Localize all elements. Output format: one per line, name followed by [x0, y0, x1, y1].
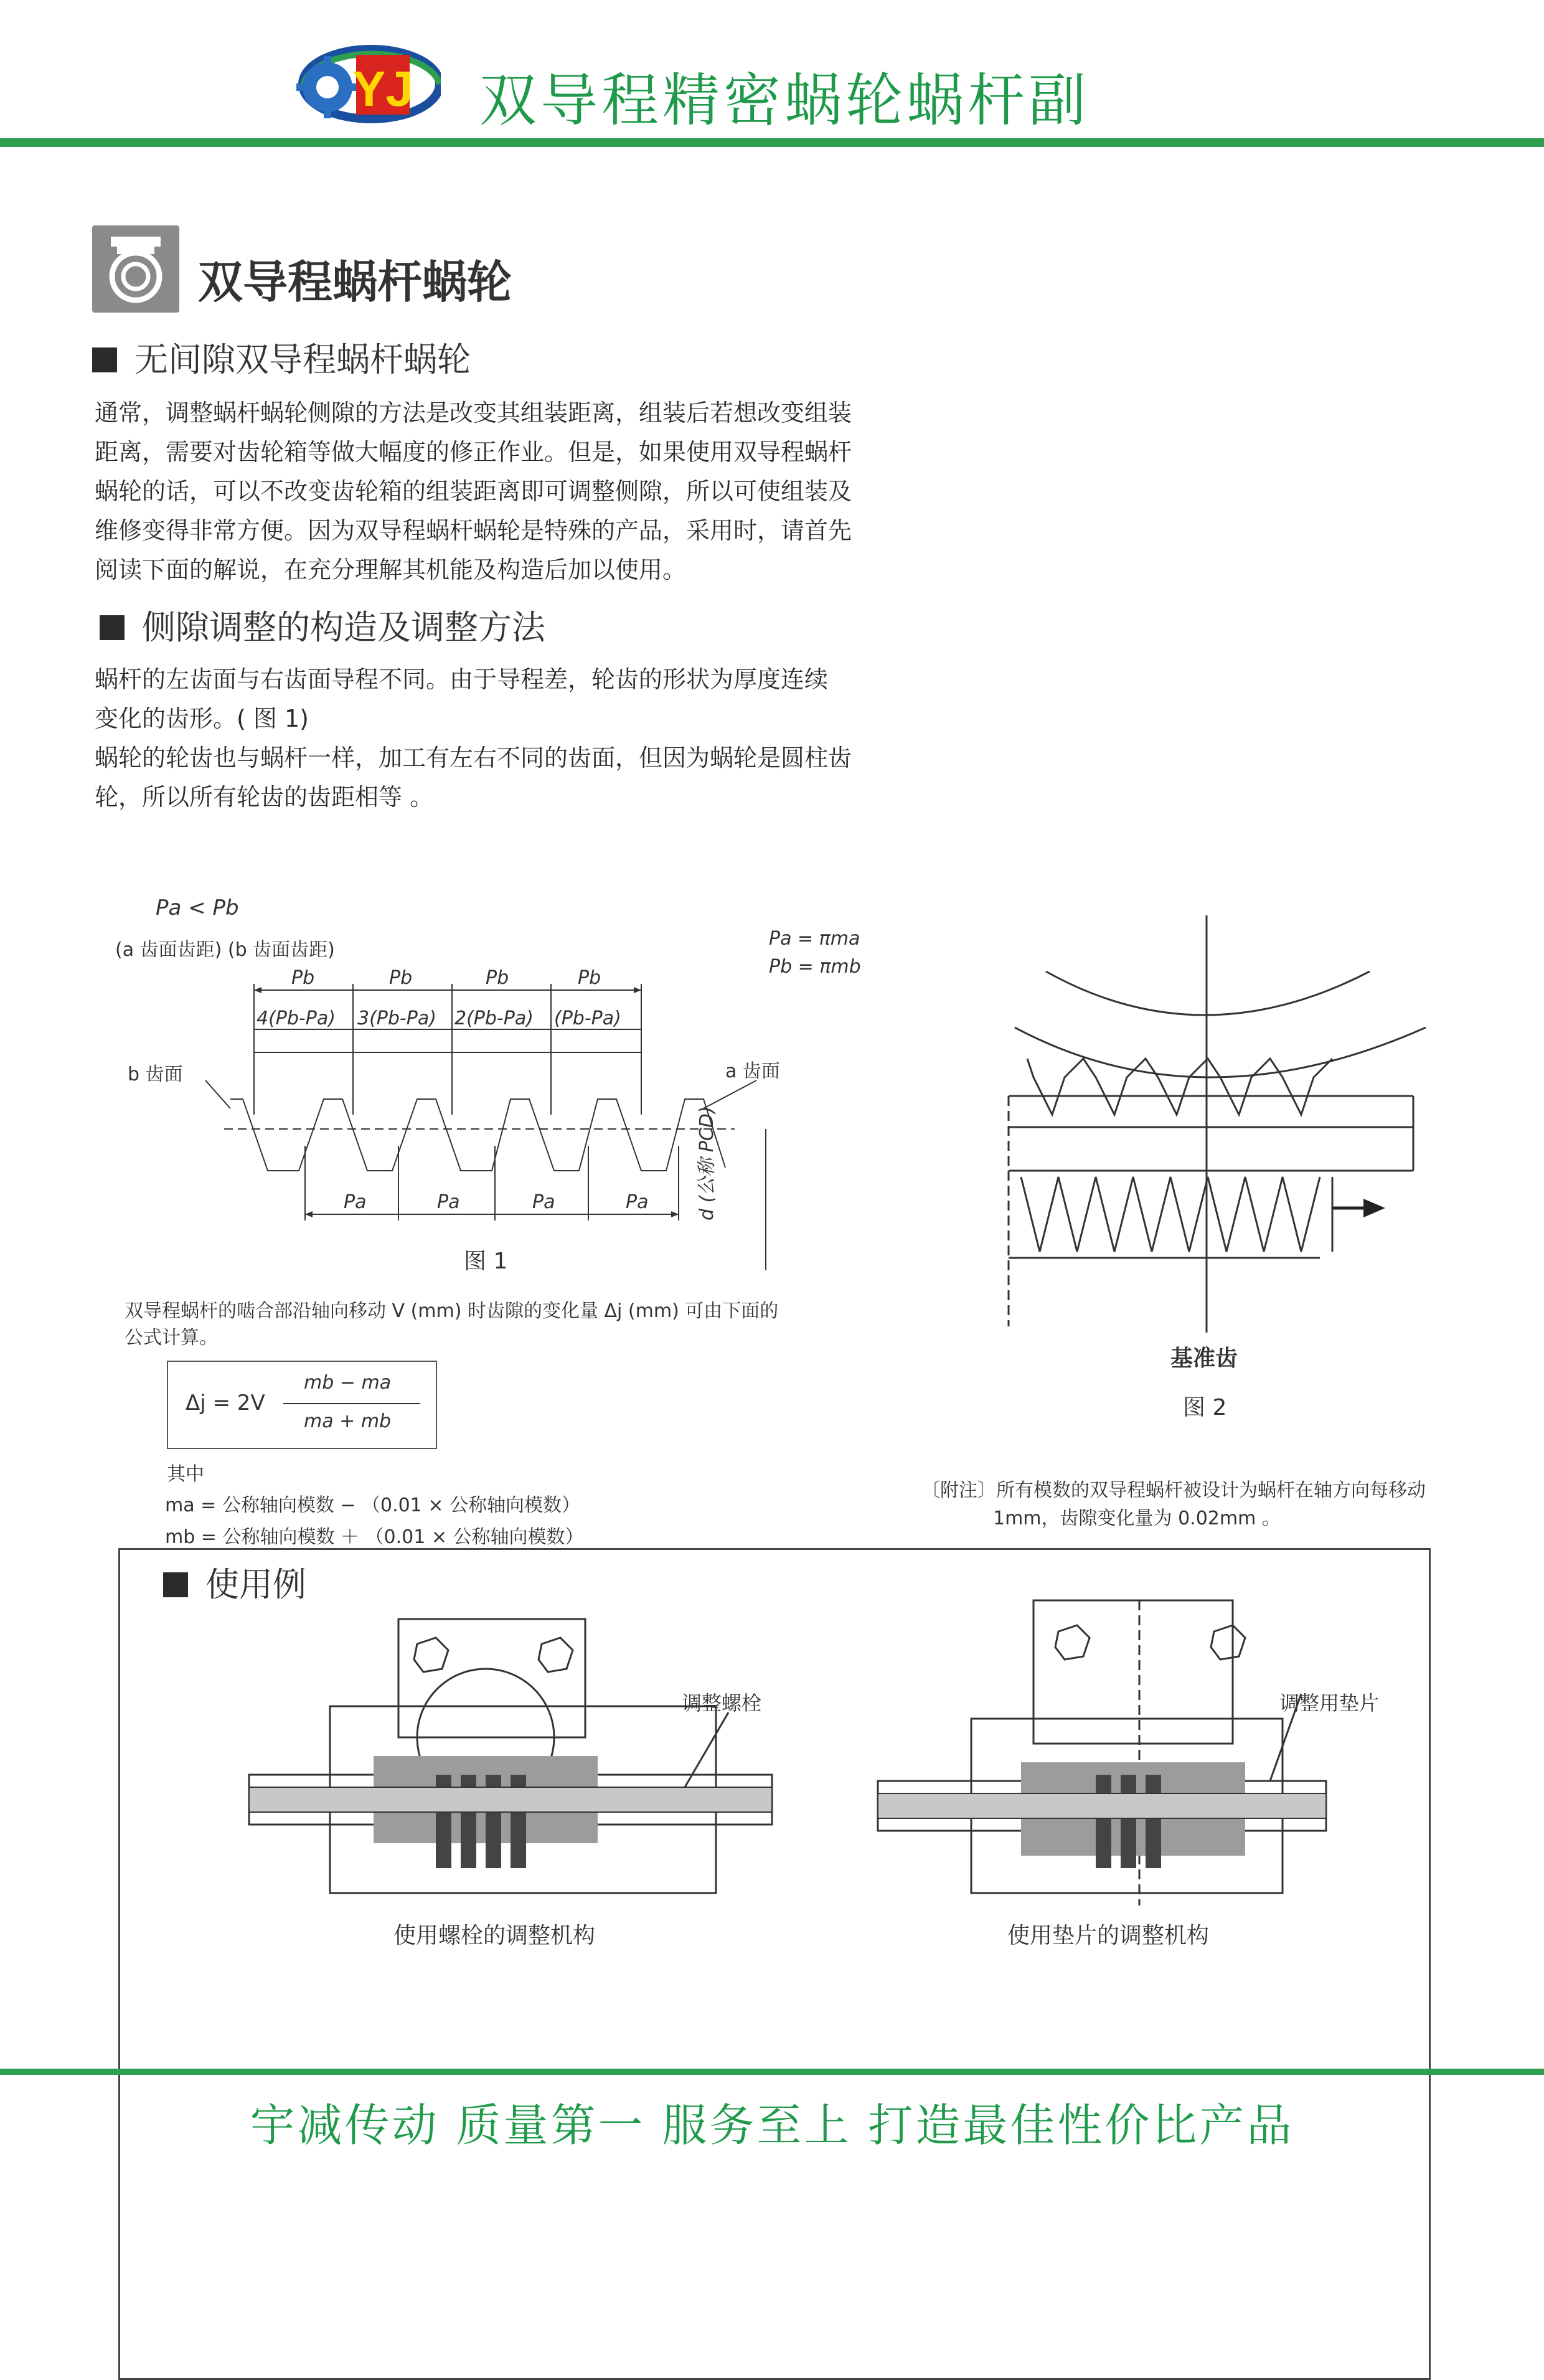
structure-paragraph — [95, 660, 879, 817]
intro-line: 阅读下面的解说，在充分理解其机能及构造后加以使用。 — [95, 556, 687, 583]
bullet-square-icon — [92, 347, 117, 372]
intro-line: 蜗轮的话，可以不改变齿轮箱的组装距离即可调整侧隙，所以可使组装及 — [95, 478, 852, 505]
fig1-diff-label: (Pb-Pa) — [554, 1008, 621, 1029]
structure-heading — [100, 601, 545, 649]
fig2-caption: 图 2 — [1183, 1395, 1227, 1420]
structure-line: 蜗杆的左齿面与右齿面导程不同。由于导程差，轮齿的形状为厚度连续 — [95, 666, 829, 693]
fig1-formula-a: Pa = πma — [769, 928, 860, 950]
intro-line: 维修变得非常方便。因为双导程蜗杆蜗轮是特殊的产品，采用时，请首先 — [95, 517, 852, 544]
section-title: 双导程蜗杆蜗轮 — [198, 256, 512, 308]
fig1-pa-label: Pa — [344, 1191, 367, 1213]
calc-text: 公式计算。 — [125, 1327, 218, 1349]
structure-heading-text: 侧隙调整的构造及调整方法 — [142, 608, 545, 647]
fig1-pcd-label: d (公称 PCD) — [696, 1106, 718, 1221]
calc-where: 其中 — [167, 1463, 204, 1485]
figure2-diagram — [996, 903, 1432, 1339]
bolt-adjust-diagram — [237, 1613, 784, 1930]
header-title: 双导程精密蜗轮蜗杆副 — [479, 67, 1090, 134]
formula-numerator: mb − ma — [304, 1372, 392, 1394]
bullet-square-icon — [100, 615, 125, 640]
fig1-legend: (a 齿面齿距) (b 齿面齿距) — [115, 939, 335, 961]
fig1-diff-label: 3(Pb-Pa) — [357, 1008, 436, 1029]
intro-line: 距离，需要对齿轮箱等做大幅度的修正作业。但是，如果使用双导程蜗杆 — [95, 438, 852, 466]
intro-heading-text: 无间隙双导程蜗杆蜗轮 — [134, 340, 471, 379]
fig1-formula-b: Pb = πmb — [769, 956, 861, 978]
intro-paragraph — [95, 394, 879, 590]
bolt-label: 调整螺栓 — [682, 1691, 762, 1715]
intro-line: 通常，调整蜗杆蜗轮侧隙的方法是改变其组装距离，组装后若想改变组装 — [95, 399, 852, 427]
fig1-pb-label: Pb — [291, 967, 315, 989]
structure-line: 变化的齿形。( 图 1) — [95, 705, 309, 732]
structure-line: 轮，所以所有轮齿的齿距相等 。 — [95, 783, 434, 811]
fig1-a-face: a 齿面 — [725, 1060, 780, 1082]
calc-ma-def: ma = 公称轴向模数 − （0.01 × 公称轴向模数） — [165, 1495, 581, 1516]
fig1-pa-label: Pa — [437, 1191, 460, 1213]
worm-gear-icon — [92, 225, 179, 313]
fig2-note: 〔附注〕所有模数的双导程蜗杆被设计为蜗杆在轴方向每移动 — [921, 1480, 1426, 1501]
usage-heading-text: 使用例 — [205, 1565, 306, 1604]
fig2-note: 1mm，齿隙变化量为 0.02mm 。 — [993, 1508, 1281, 1529]
fig1-diff-label: 2(Pb-Pa) — [454, 1008, 534, 1029]
fig1-pb-label: Pb — [578, 967, 601, 989]
footer-slogan: 宇减传动 质量第一 服务至上 打造最佳性价比产品 — [250, 2099, 1294, 2151]
usage-heading — [163, 1558, 306, 1606]
footer-rule — [0, 2069, 1544, 2075]
formula-fraction-bar — [283, 1403, 420, 1404]
fig1-compare: Pa < Pb — [156, 895, 239, 920]
usage-caption-right: 使用垫片的调整机构 — [1007, 1923, 1210, 1948]
fig1-diff-label: 4(Pb-Pa) — [257, 1008, 336, 1029]
logo-letters: YJ — [352, 61, 413, 116]
fig1-caption: 图 1 — [464, 1249, 508, 1274]
formula-lhs: Δj = 2V — [186, 1391, 265, 1415]
fig1-pa-label: Pa — [532, 1191, 555, 1213]
shim-label: 调整用垫片 — [1279, 1691, 1380, 1715]
formula-denominator: ma + mb — [304, 1410, 392, 1432]
usage-caption-left: 使用螺栓的调整机构 — [393, 1923, 596, 1948]
bullet-square-icon — [163, 1572, 188, 1597]
formula-box — [167, 1361, 437, 1449]
fig1-pb-label: Pb — [486, 967, 509, 989]
fig1-pb-label: Pb — [389, 967, 413, 989]
calc-mb-def: mb = 公称轴向模数 ＋ （0.01 × 公称轴向模数） — [165, 1526, 584, 1548]
shim-adjust-diagram — [865, 1594, 1339, 1918]
fig2-ref-label: 基准齿 — [1170, 1346, 1238, 1371]
calc-text: 双导程蜗杆的啮合部沿轴向移动 V (mm) 时齿隙的变化量 Δj (mm) 可由下面的 — [125, 1300, 779, 1322]
intro-heading — [92, 333, 471, 381]
company-logo — [291, 37, 441, 131]
header-rule — [0, 138, 1544, 147]
fig1-b-face: b 齿面 — [128, 1064, 183, 1085]
fig1-pa-label: Pa — [626, 1191, 649, 1213]
structure-line: 蜗轮的轮齿也与蜗杆一样，加工有左右不同的齿面，但因为蜗轮是圆柱齿 — [95, 744, 852, 772]
